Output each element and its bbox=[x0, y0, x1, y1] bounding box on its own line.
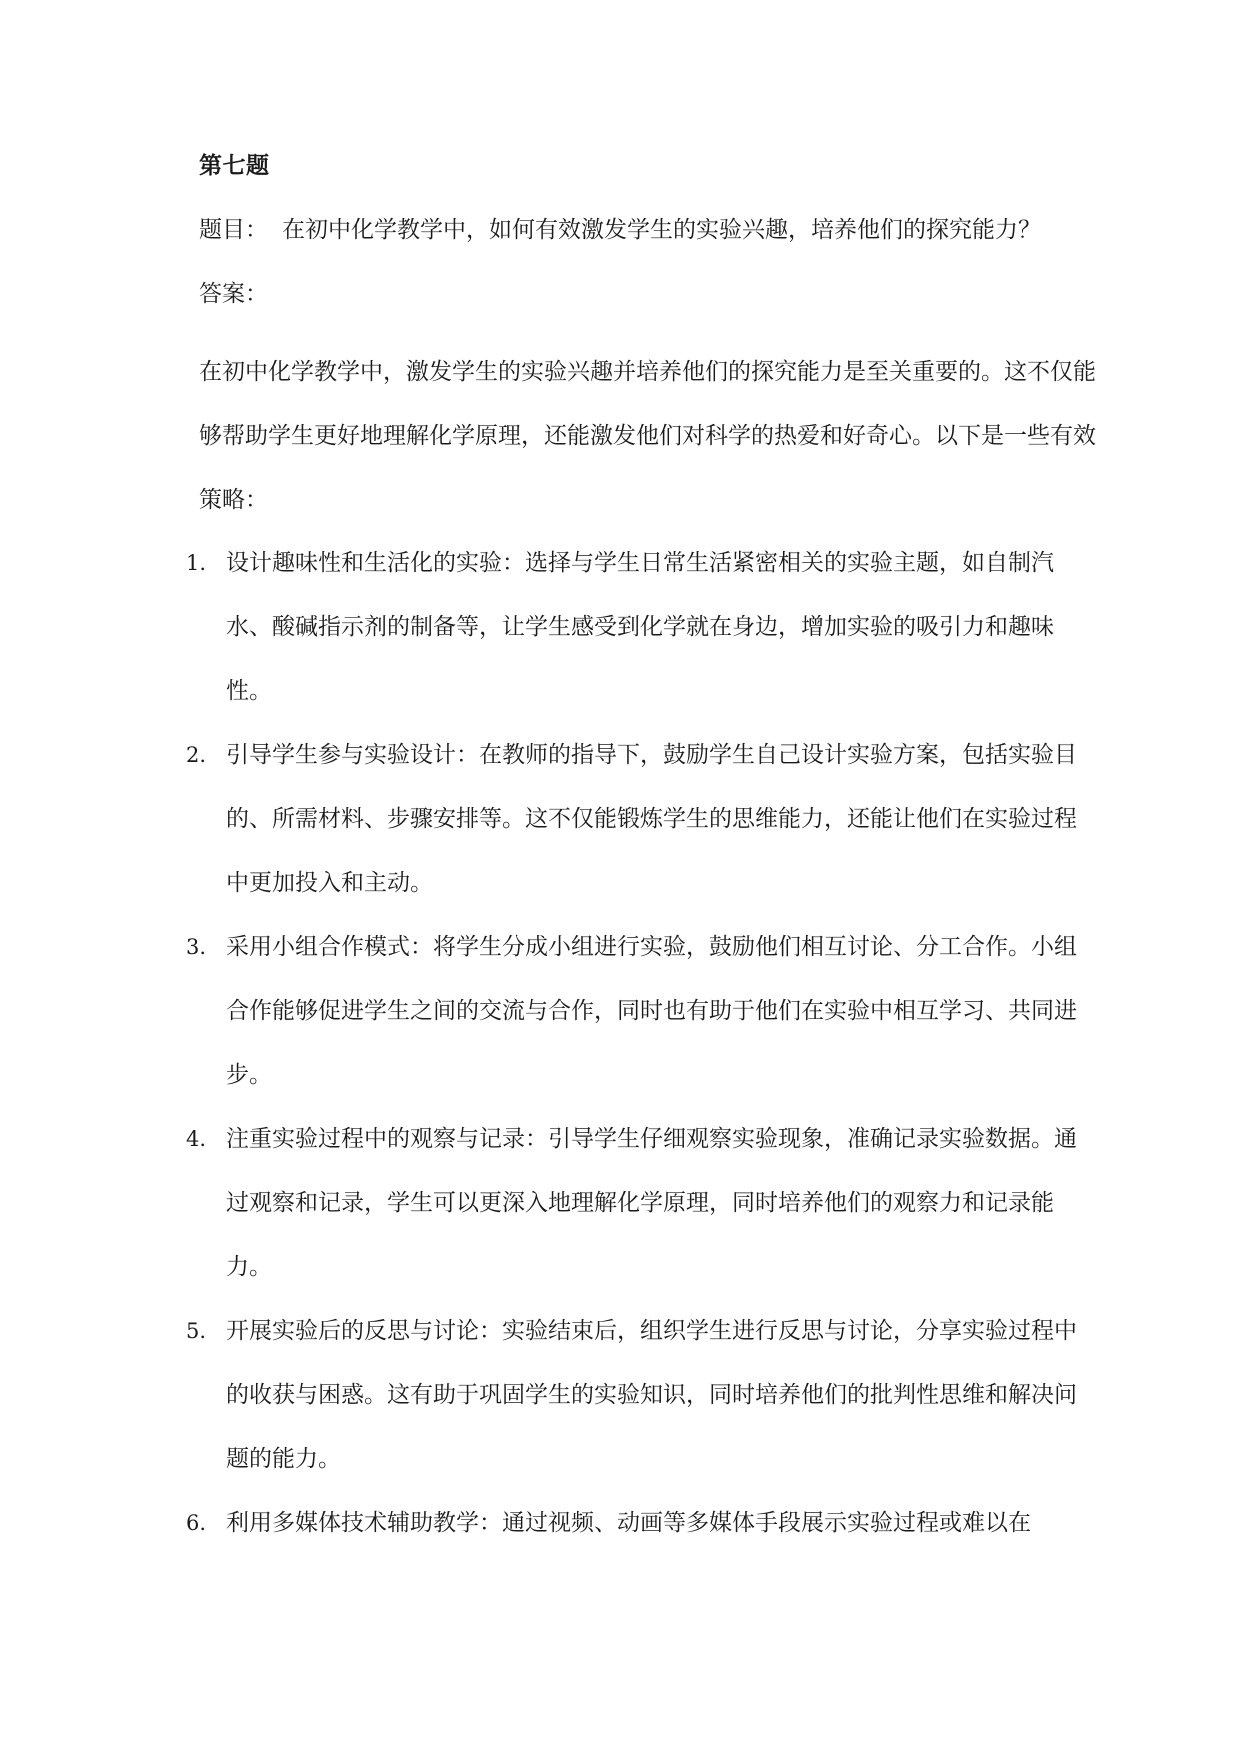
question-label: 题目： bbox=[199, 217, 268, 243]
item-title: 开展实验后的反思与讨论： bbox=[226, 1318, 502, 1344]
item-body: 在教师的指导下，鼓励学生自己设计实验方案，包括实验目的、所需材料、步骤安排等。这不仅能锻炼学生的思维能力，还能让他们在实验过程中更加投入和主动。 bbox=[226, 742, 1077, 896]
item-number: 4. bbox=[186, 1127, 207, 1151]
item-body: 引导学生仔细观察实验现象，准确记录实验数据。通过观察和记录，学生可以更深入地理解化学原理，同时培养他们的观察力和记录能力。 bbox=[226, 1126, 1077, 1280]
item-body: 通过视频、动画等多媒体手段展示实验过程或难以在 bbox=[502, 1510, 1031, 1536]
item-number: 3. bbox=[186, 935, 207, 959]
item-title: 注重实验过程中的观察与记录： bbox=[226, 1126, 548, 1152]
item-number: 6. bbox=[186, 1511, 207, 1535]
item-title: 引导学生参与实验设计： bbox=[226, 742, 479, 768]
strategy-list bbox=[186, 531, 1099, 1555]
strategy-item bbox=[186, 1107, 1099, 1299]
item-number: 5. bbox=[186, 1319, 207, 1343]
question-line bbox=[199, 212, 1041, 248]
strategy-item bbox=[186, 723, 1099, 915]
strategy-item bbox=[186, 1491, 1099, 1555]
item-body: 实验结束后，组织学生进行反思与讨论，分享实验过程中的收获与困惑。这有助于巩固学生的实验知识，同时培养他们的批判性思维和解决问题的能力。 bbox=[226, 1318, 1077, 1472]
intro-paragraph: 在初中化学教学中，激发学生的实验兴趣并培养他们的探究能力是至关重要的。这不仅能够帮助学生更好地理解化学原理，还能激发他们对科学的热爱和好奇心。以下是一些有效策略： bbox=[199, 359, 1096, 513]
item-number: 1. bbox=[186, 551, 207, 575]
item-title: 采用小组合作模式： bbox=[226, 934, 433, 960]
question-text: 在初中化学教学中，如何有效激发学生的实验兴趣，培养他们的探究能力？ bbox=[282, 217, 1041, 243]
item-title: 利用多媒体技术辅助教学： bbox=[226, 1510, 502, 1536]
strategy-item bbox=[186, 1299, 1099, 1491]
item-title: 设计趣味性和生活化的实验： bbox=[226, 550, 525, 576]
strategy-item bbox=[186, 915, 1099, 1107]
question-heading: 第七题 bbox=[199, 152, 270, 179]
item-body: 选择与学生日常生活紧密相关的实验主题，如自制汽水、酸碱指示剂的制备等，让学生感受到化学就在身边，增加实验的吸引力和趣味性。 bbox=[226, 550, 1054, 704]
answer-label: 答案： bbox=[199, 281, 268, 307]
strategy-item bbox=[186, 531, 1099, 723]
item-body: 将学生分成小组进行实验，鼓励他们相互讨论、分工合作。小组合作能够促进学生之间的交流与合作，同时也有助于他们在实验中相互学习、共同进步。 bbox=[226, 934, 1077, 1088]
item-number: 2. bbox=[186, 743, 207, 767]
